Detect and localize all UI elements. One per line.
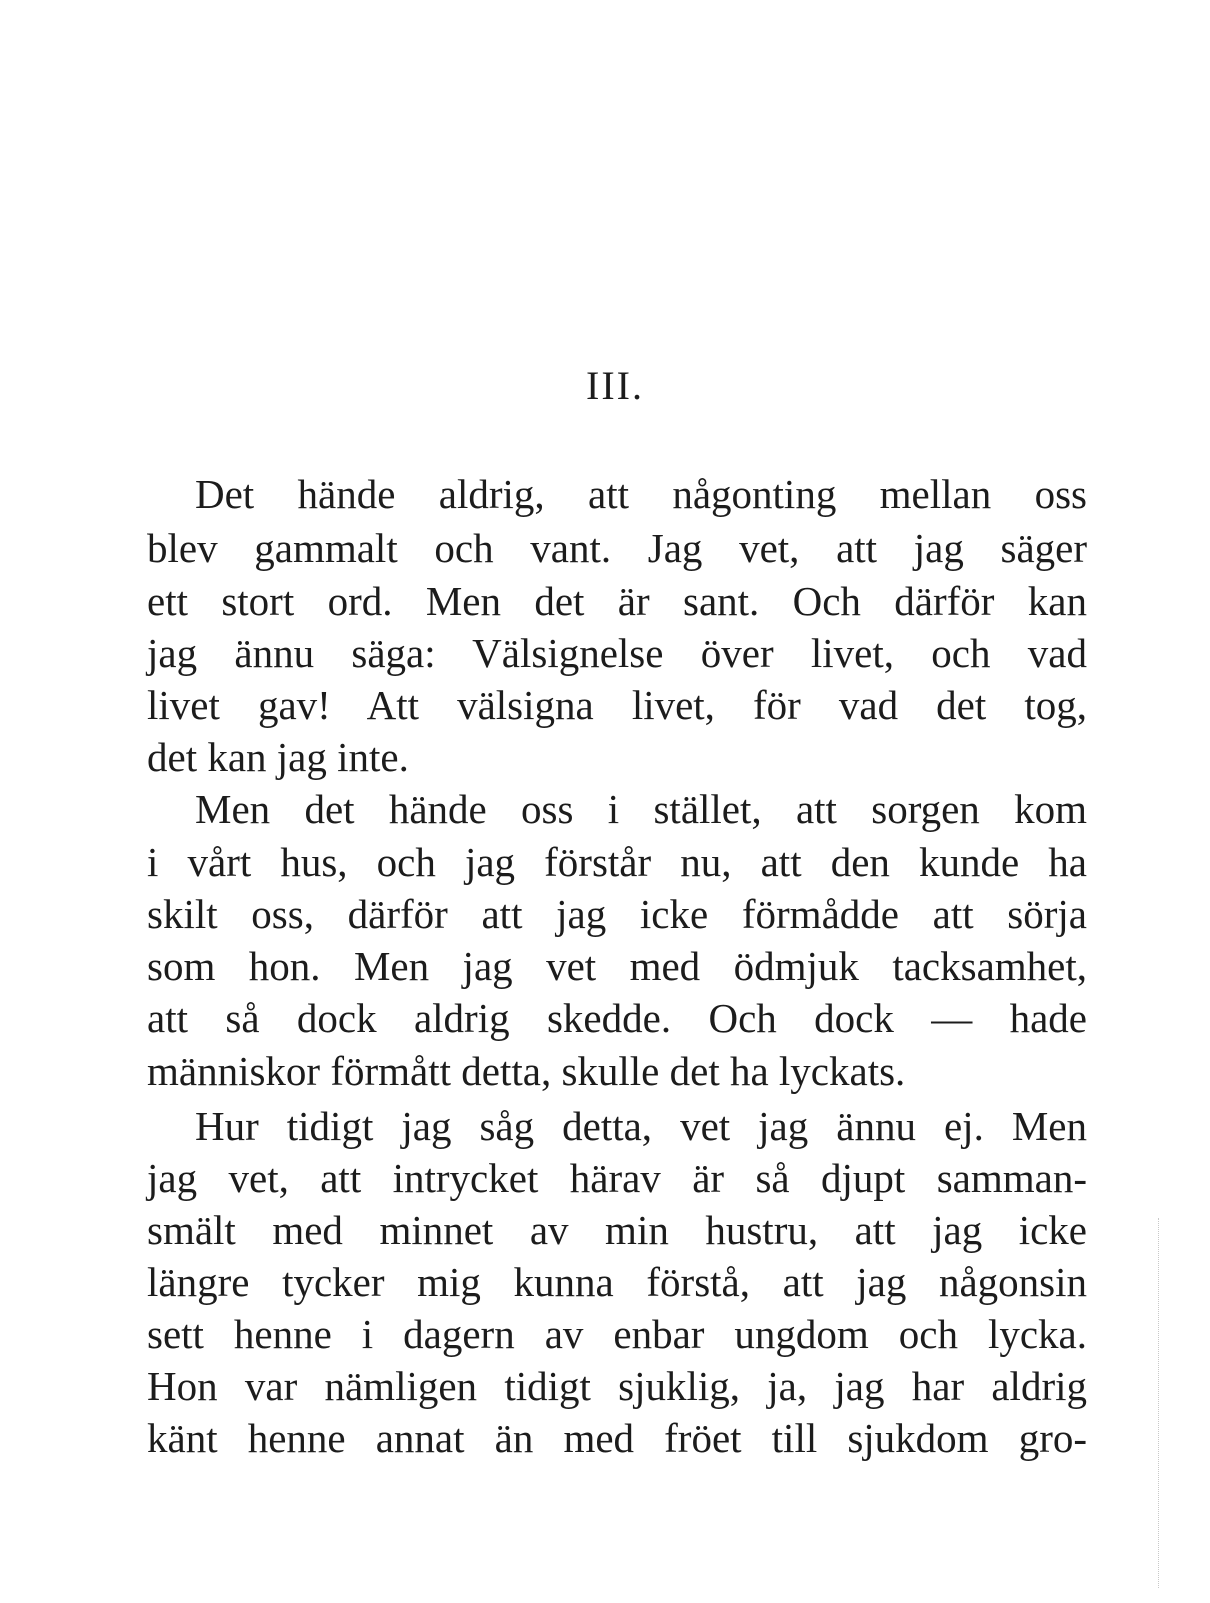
text-line: blev gammalt och vant. Jag vet, att jag säger [147, 525, 1087, 571]
text-line: Men det hände oss i stället, att sorgen kom [195, 786, 1087, 832]
text-line: livet gav! Att välsigna livet, för vad det tog, [147, 682, 1087, 728]
text-line: smält med minnet av min hustru, att jag icke [147, 1207, 1087, 1253]
text-line: det kan jag inte. [147, 734, 409, 780]
text-line: känt henne annat än med fröet till sjukdom gro- [147, 1415, 1087, 1461]
text-line: Hon var nämligen tidigt sjuklig, ja, jag har aldrig [147, 1363, 1087, 1409]
text-line: Det hände aldrig, att någonting mellan oss [195, 471, 1087, 517]
scan-margin-line [1158, 1218, 1160, 1588]
text-line: jag ännu säga: Välsignelse över livet, och vad [147, 630, 1087, 676]
text-line: som hon. Men jag vet med ödmjuk tacksamhet, [147, 943, 1087, 989]
text-line: att så dock aldrig skedde. Och dock — hade [147, 995, 1087, 1041]
text-line: Hur tidigt jag såg detta, vet jag ännu ej. Men [195, 1103, 1087, 1149]
text-line: längre tycker mig kunna förstå, att jag någonsin [147, 1259, 1087, 1305]
text-line: människor förmått detta, skulle det ha lyckats. [147, 1048, 906, 1094]
text-line: ett stort ord. Men det är sant. Och därför kan [147, 578, 1087, 624]
text-line: jag vet, att intrycket härav är så djupt samman- [147, 1155, 1087, 1201]
chapter-heading: III. [586, 363, 644, 408]
text-line: skilt oss, därför att jag icke förmådde att sörja [147, 891, 1087, 937]
text-line: i vårt hus, och jag förstår nu, att den kunde ha [147, 839, 1087, 885]
text-line: sett henne i dagern av enbar ungdom och lycka. [147, 1311, 1087, 1357]
